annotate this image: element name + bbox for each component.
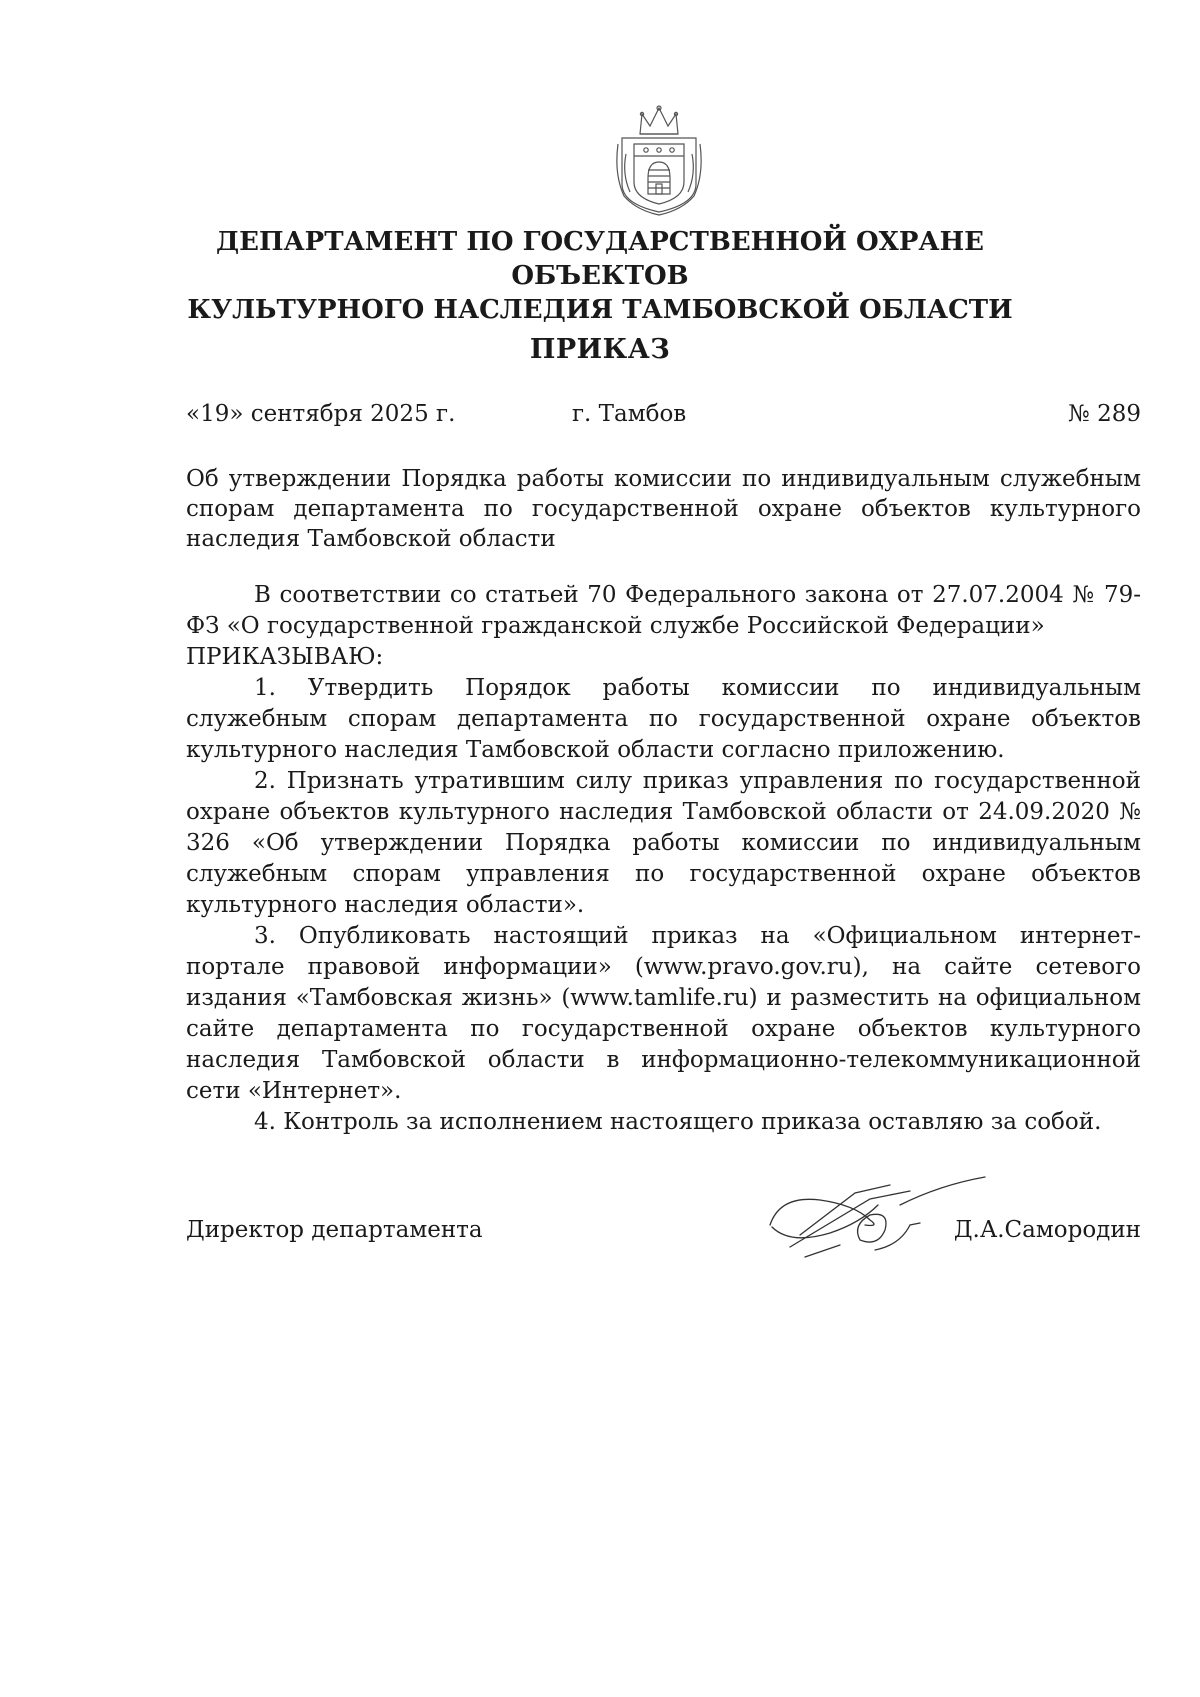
document-place: г. Тамбов: [572, 401, 687, 427]
signatory-title: Директор департамента: [186, 1217, 483, 1243]
document-number: № 289: [1068, 401, 1141, 427]
organization-title-line-1: ДЕПАРТАМЕНТ ПО ГОСУДАРСТВЕННОЙ ОХРАНЕ ОБЪЕКТОВ: [216, 227, 984, 291]
preamble-paragraph: [186, 580, 1141, 673]
document-body: [186, 580, 1141, 1138]
order-item-4: 4. Контроль за исполнением настоящего приказа оставляю за собой.: [254, 1109, 1102, 1135]
order-item-2: 2. Признать утратившим силу приказ управления по государственной охране объектов культурного наследия Тамбовской области от 24.09.2020 № 326 «Об утверждении Порядка работы комиссии по индивидуальным служебным спорам управления по государственной охране объектов культурного наследия области».: [186, 768, 1141, 918]
preamble-text: В соответствии со статьей 70 Федерального закона от 27.07.2004 № 79-ФЗ «О государственной гражданской службе Российской Федерации»: [186, 582, 1141, 639]
document-subject: Об утверждении Порядка работы комиссии по индивидуальным служебным спорам департамента по государственной охране объектов культурного наследия Тамбовской области: [186, 466, 1141, 552]
order-item-3: 3. Опубликовать настоящий приказ на «Официальном интернет-портале правовой информации» (www.pravo.gov.ru), на сайте сетевого издания «Тамбовская жизнь» (www.tamlife.ru) и разместить на официальном сайте департамента по государственной охране объектов культурного наследия Тамбовской области в информационно-телекоммуникационной сети «Интернет».: [186, 923, 1141, 1104]
document-date: «19» сентября 2025 г.: [186, 401, 456, 427]
signatory-name: Д.А.Самородин: [953, 1217, 1141, 1243]
organization-title-line-2: КУЛЬТУРНОГО НАСЛЕДИЯ ТАМБОВСКОЙ ОБЛАСТИ: [187, 295, 1013, 325]
organization-title: [140, 225, 1060, 327]
document-type-heading: ПРИКАЗ: [529, 334, 671, 365]
order-item-1: 1. Утвердить Порядок работы комиссии по индивидуальным служебным спорам департамента по государственной охране объектов культурного наследия Тамбовской области согласно приложению.: [186, 675, 1141, 763]
tambov-coat-of-arms-icon: [612, 104, 706, 216]
order-word: ПРИКАЗЫВАЮ:: [186, 644, 384, 670]
